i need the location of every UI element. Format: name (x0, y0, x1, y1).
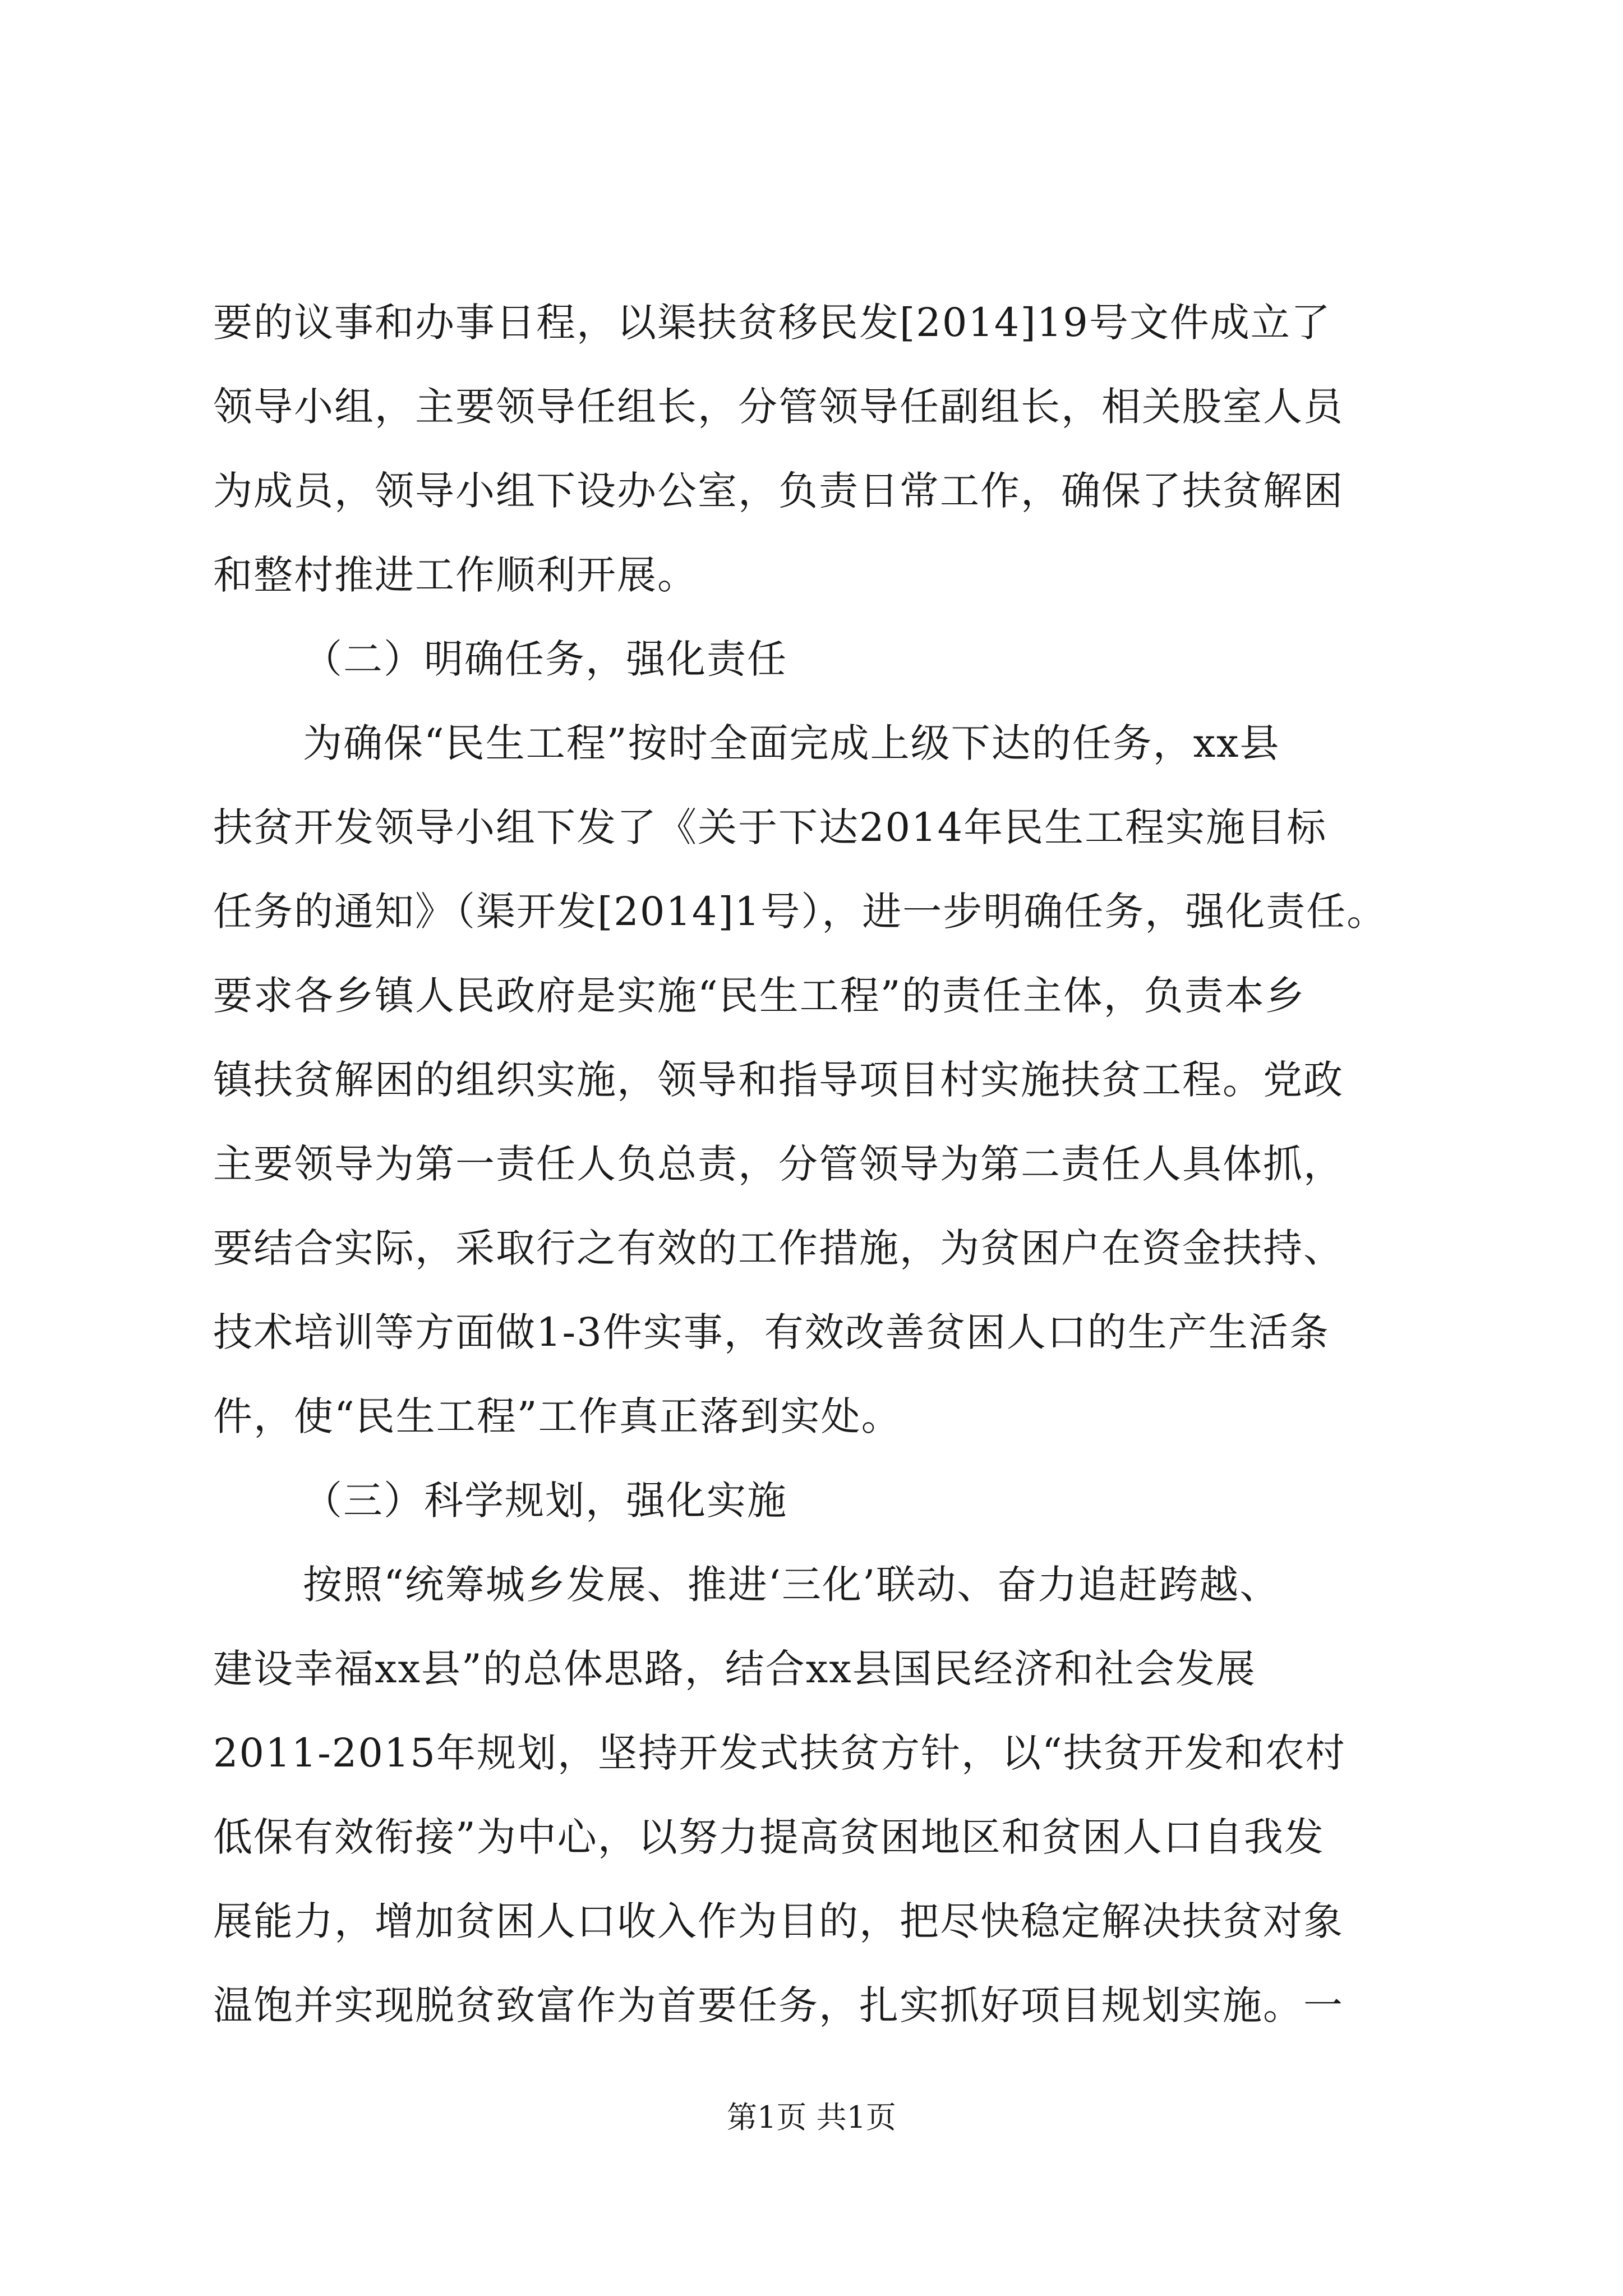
text-line: 任务的通知》（渠开发[2014]1号），进一步明确任务，强化责任。 (213, 889, 1387, 935)
text-line: 为成员，领导小组下设办公室，负责日常工作，确保了扶贫解困 (213, 468, 1344, 514)
text-line: 要结合实际，采取行之有效的工作措施，为贫困户在资金扶持、 (213, 1225, 1344, 1271)
section-heading: （二）明确任务，强化责任 (303, 636, 787, 682)
text-line: 要求各乡镇人民政府是实施“民生工程”的责任主体，负责本乡 (213, 973, 1306, 1019)
text-line: 温饱并实现脱贫致富作为首要任务，扎实抓好项目规划实施。一 (213, 1982, 1344, 2028)
text-line: 要的议事和办事日程，以渠扶贫移民发[2014]19号文件成立了 (213, 300, 1331, 346)
text-line: 技术培训等方面做1-3件实事，有效改善贫困人口的生产生活条 (213, 1309, 1330, 1355)
page-footer: 第1页 共1页 (727, 2100, 896, 2135)
text-line: 2011-2015年规划，坚持开发式扶贫方针，以“扶贫开发和农村 (213, 1730, 1346, 1776)
text-line: 为确保“民生工程”按时全面完成上级下达的任务，xx县 (303, 720, 1280, 766)
text-line: 和整村推进工作顺利开展。 (213, 552, 698, 598)
text-line: 低保有效衔接”为中心，以努力提高贫困地区和贫困人口自我发 (213, 1814, 1325, 1860)
document-body (213, 280, 1436, 2047)
text-line: 按照“统筹城乡发展、推进‘三化’联动、奋力追赶跨越、 (303, 1562, 1280, 1608)
text-line: 扶贫开发领导小组下发了《关于下达2014年民生工程实施目标 (213, 804, 1327, 850)
section-heading: （三）科学规划，强化实施 (303, 1478, 787, 1524)
text-line: 镇扶贫解困的组织实施，领导和指导项目村实施扶贫工程。党政 (213, 1057, 1344, 1103)
text-line: 建设幸福xx县”的总体思路，结合xx县国民经济和社会发展 (213, 1646, 1256, 1692)
text-line: 展能力，增加贫困人口收入作为目的，把尽快稳定解决扶贫对象 (213, 1898, 1344, 1944)
text-line: 件，使“民生工程”工作真正落到实处。 (213, 1393, 902, 1439)
text-line: 主要领导为第一责任人负总责，分管领导为第二责任人具体抓， (213, 1141, 1344, 1187)
text-line: 领导小组，主要领导任组长，分管领导任副组长，相关股室人员 (213, 384, 1344, 430)
